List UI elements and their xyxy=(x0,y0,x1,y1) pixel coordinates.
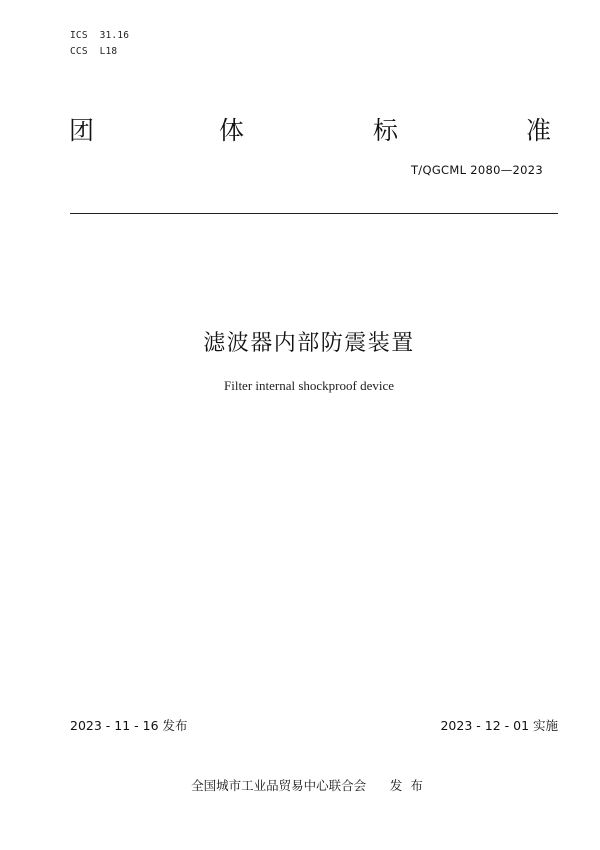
standard-number: T/QGCML 2080—2023 xyxy=(410,163,543,177)
header-divider xyxy=(70,213,558,214)
issue-date: 2023 - 11 - 16 发布 xyxy=(70,718,188,733)
standard-type-char-2: 体 xyxy=(219,116,245,145)
publisher: 全国城市工业品贸易中心联合会 发 布 xyxy=(191,778,423,793)
standard-type-char-4: 准 xyxy=(526,116,552,145)
document-title-chinese: 滤波器内部防震装置 xyxy=(203,331,415,356)
ics-code: ICS 31.16 xyxy=(70,30,130,41)
standard-type-char-1: 团 xyxy=(69,116,95,145)
ccs-code: CCS L18 xyxy=(70,46,118,57)
implementation-date: 2023 - 12 - 01 实施 xyxy=(440,718,558,733)
standard-type-char-3: 标 xyxy=(373,116,399,145)
classification-codes xyxy=(70,28,129,60)
document-title-english: Filter internal shockproof device xyxy=(223,378,395,393)
